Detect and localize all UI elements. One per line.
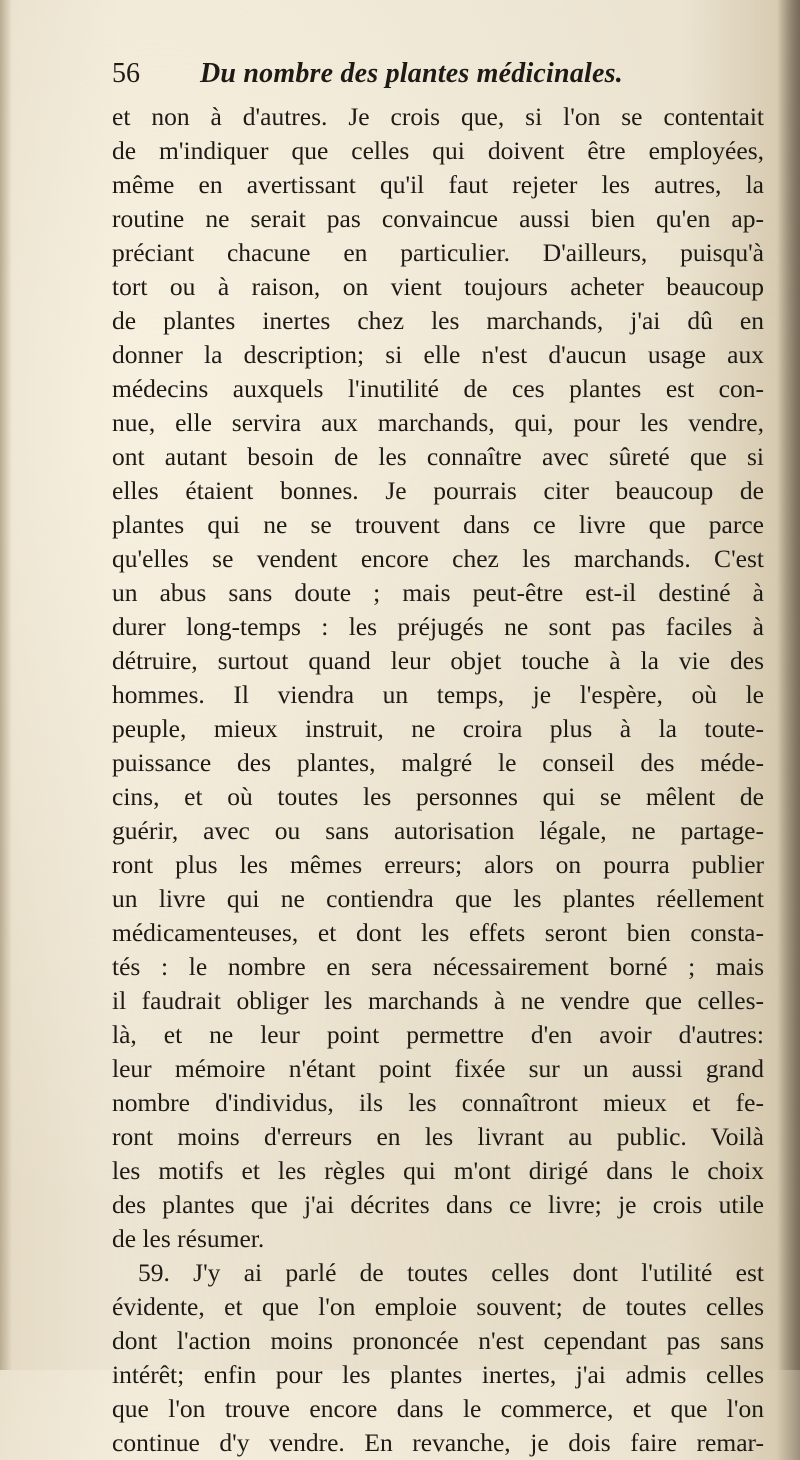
text-line: hommes. Il viendra un temps, je l'espère, où le bbox=[112, 680, 764, 709]
text-line: dont l'action moins prononcée n'est cependant pas sans bbox=[112, 1326, 764, 1355]
text-line: de m'indiquer que celles qui doivent être employées, bbox=[112, 136, 764, 165]
text-line: donner la description; si elle n'est d'aucun usage aux bbox=[112, 340, 764, 369]
text-line: là, et ne leur point permettre d'en avoir d'autres: bbox=[112, 1020, 764, 1049]
text-line: routine ne serait pas convaincue aussi bien qu'en ap- bbox=[112, 204, 764, 233]
text-line: médicamenteuses, et dont les effets seront bien consta- bbox=[112, 918, 764, 947]
text-line: médecins auxquels l'inutilité de ces plantes est con- bbox=[112, 374, 764, 403]
text-line: plantes qui ne se trouvent dans ce livre que parce bbox=[112, 510, 764, 539]
text-line: peuple, mieux instruit, ne croira plus à la toute- bbox=[112, 714, 764, 743]
text-line: détruire, surtout quand leur objet touche à la vie des bbox=[112, 646, 764, 675]
text-line: nue, elle servira aux marchands, qui, pour les vendre, bbox=[112, 408, 764, 437]
text-line: ont autant besoin de les connaître avec sûreté que si bbox=[112, 442, 764, 471]
text-line: leur mémoire n'étant point fixée sur un aussi grand bbox=[112, 1054, 764, 1083]
text-line: qu'elles se vendent encore chez les marchands. C'est bbox=[112, 544, 764, 573]
text-line: évidente, et que l'on emploie souvent; de toutes celles bbox=[112, 1292, 764, 1321]
text-line: nombre d'individus, ils les connaîtront mieux et fe- bbox=[112, 1088, 764, 1117]
text-line: cins, et où toutes les personnes qui se mêlent de bbox=[112, 782, 764, 811]
text-line: des plantes que j'ai décrites dans ce livre; je crois utile bbox=[112, 1190, 764, 1219]
text-line-paragraph-start: 59. J'y ai parlé de toutes celles dont l'utilité est bbox=[138, 1258, 764, 1287]
text-line: intérêt; enfin pour les plantes inertes, j'ai admis celles bbox=[112, 1360, 764, 1389]
running-title: Du nombre des plantes médicinales. bbox=[200, 58, 623, 89]
text-line: et non à d'autres. Je crois que, si l'on se contentait bbox=[112, 102, 764, 131]
page-gutter-shadow bbox=[778, 0, 800, 1370]
text-line: il faudrait obliger les marchands à ne vendre que celles- bbox=[112, 986, 764, 1015]
text-line-paragraph-end: de les résumer. bbox=[112, 1224, 265, 1253]
text-line: puissance des plantes, malgré le conseil des méde- bbox=[112, 748, 764, 777]
text-line: les motifs et les règles qui m'ont dirigé dans le choix bbox=[112, 1156, 764, 1185]
text-line: ront plus les mêmes erreurs; alors on pourra publier bbox=[112, 850, 764, 879]
page-number: 56 bbox=[112, 58, 140, 89]
text-line: un livre qui ne contiendra que les plantes réellement bbox=[112, 884, 764, 913]
text-line: tés : le nombre en sera nécessairement borné ; mais bbox=[112, 952, 764, 981]
page-header bbox=[112, 56, 762, 92]
text-line: durer long-temps : les préjugés ne sont pas faciles à bbox=[112, 612, 764, 641]
body-text bbox=[112, 100, 764, 1460]
text-line: guérir, avec ou sans autorisation légale, ne partage- bbox=[112, 816, 764, 845]
text-line: un abus sans doute ; mais peut-être est-il destiné à bbox=[112, 578, 764, 607]
page-left-shadow bbox=[0, 0, 12, 1370]
text-line: elles étaient bonnes. Je pourrais citer beaucoup de bbox=[112, 476, 764, 505]
text-line: de plantes inertes chez les marchands, j'ai dû en bbox=[112, 306, 764, 335]
text-line: ront moins d'erreurs en les livrant au public. Voilà bbox=[112, 1122, 764, 1151]
text-line: même en avertissant qu'il faut rejeter les autres, la bbox=[112, 170, 764, 199]
text-line: continue d'y vendre. En revanche, je dois faire remar- bbox=[112, 1428, 764, 1457]
text-line: tort ou à raison, on vient toujours acheter beaucoup bbox=[112, 272, 764, 301]
text-line: que l'on trouve encore dans le commerce, et que l'on bbox=[112, 1394, 764, 1423]
text-line: préciant chacune en particulier. D'ailleurs, puisqu'à bbox=[112, 238, 764, 267]
